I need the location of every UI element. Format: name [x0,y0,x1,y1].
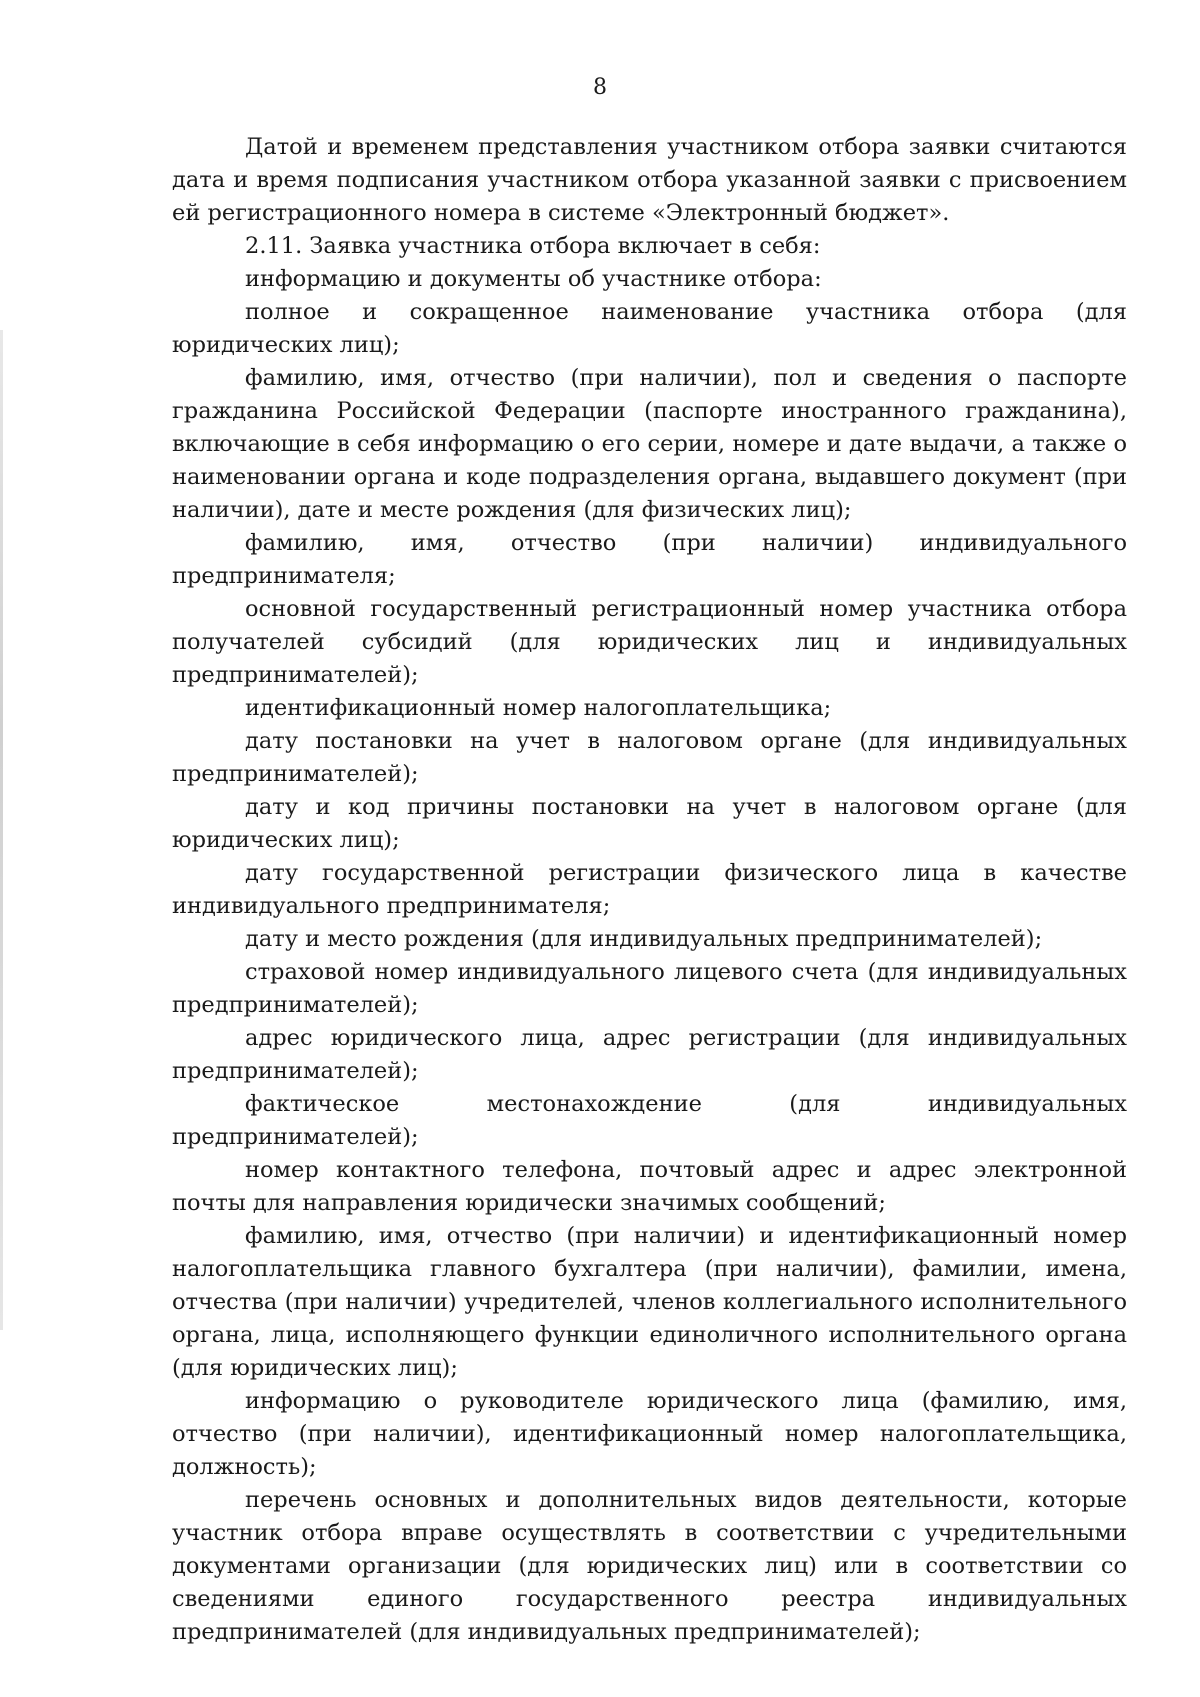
paragraph: фактическое местонахождение (для индивидуальных предпринимателей); [172,1091,1127,1150]
paragraph: страховой номер индивидуального лицевого счета (для индивидуальных предпринимателей); [172,959,1127,1018]
scan-edge-shadow [0,330,3,1330]
page-number: 8 [593,75,607,100]
paragraph: информацию о руководителе юридического лица (фамилию, имя, отчество (при наличии), идентификационный номер налогоплательщика, должность); [172,1388,1127,1480]
paragraph: информацию и документы об участнике отбора: [245,266,822,292]
paragraph: перечень основных и дополнительных видов деятельности, которые участник отбора вправе осуществлять в соответствии с учредительными документами организации (для юридических лиц) или в соответствии со сведениями единого государственного реестра индивидуальных предпринимателей (для индивидуальных предпринимателей); [172,1487,1127,1645]
paragraph: фамилию, имя, отчество (при наличии) и идентификационный номер налогоплательщика главного бухгалтера (при наличии), фамилии, имена, отчества (при наличии) учредителей, членов коллегиального исполнительного органа, лица, исполняющего функции единоличного исполнительного органа (для юридических лиц); [172,1223,1127,1381]
paragraph: дату и код причины постановки на учет в налоговом органе (для юридических лиц); [172,794,1127,853]
paragraph: основной государственный регистрационный номер участника отбора получателей субсидий (для юридических лиц и индивидуальных предпринимателей); [172,596,1127,688]
paragraph: дату государственной регистрации физического лица в качестве индивидуального предпринимателя; [172,860,1127,919]
paragraph: Датой и временем представления участником отбора заявки считаются дата и время подписания участником отбора указанной заявки с присвоением ей регистрационного номера в системе «Электронный бюджет». [172,134,1127,226]
paragraph: фамилию, имя, отчество (при наличии) индивидуального предпринимателя; [172,530,1127,589]
document-body [172,131,1127,1649]
paragraph: фамилию, имя, отчество (при наличии), пол и сведения о паспорте гражданина Российской Федерации (паспорте иностранного гражданина), включающие в себя информацию о его серии, номере и дате выдачи, а также о наименовании органа и коде подразделения органа, выдавшего документ (при наличии), дате и месте рождения (для физических лиц); [172,365,1127,523]
paragraph: 2.11. Заявка участника отбора включает в себя: [245,233,821,259]
paragraph: идентификационный номер налогоплательщика; [245,695,832,721]
paragraph: дату постановки на учет в налоговом органе (для индивидуальных предпринимателей); [172,728,1127,787]
paragraph: дату и место рождения (для индивидуальных предпринимателей); [245,926,1043,952]
paragraph: номер контактного телефона, почтовый адрес и адрес электронной почты для направления юридически значимых сообщений; [172,1157,1127,1216]
paragraph: адрес юридического лица, адрес регистрации (для индивидуальных предпринимателей); [172,1025,1127,1084]
paragraph: полное и сокращенное наименование участника отбора (для юридических лиц); [172,299,1127,358]
